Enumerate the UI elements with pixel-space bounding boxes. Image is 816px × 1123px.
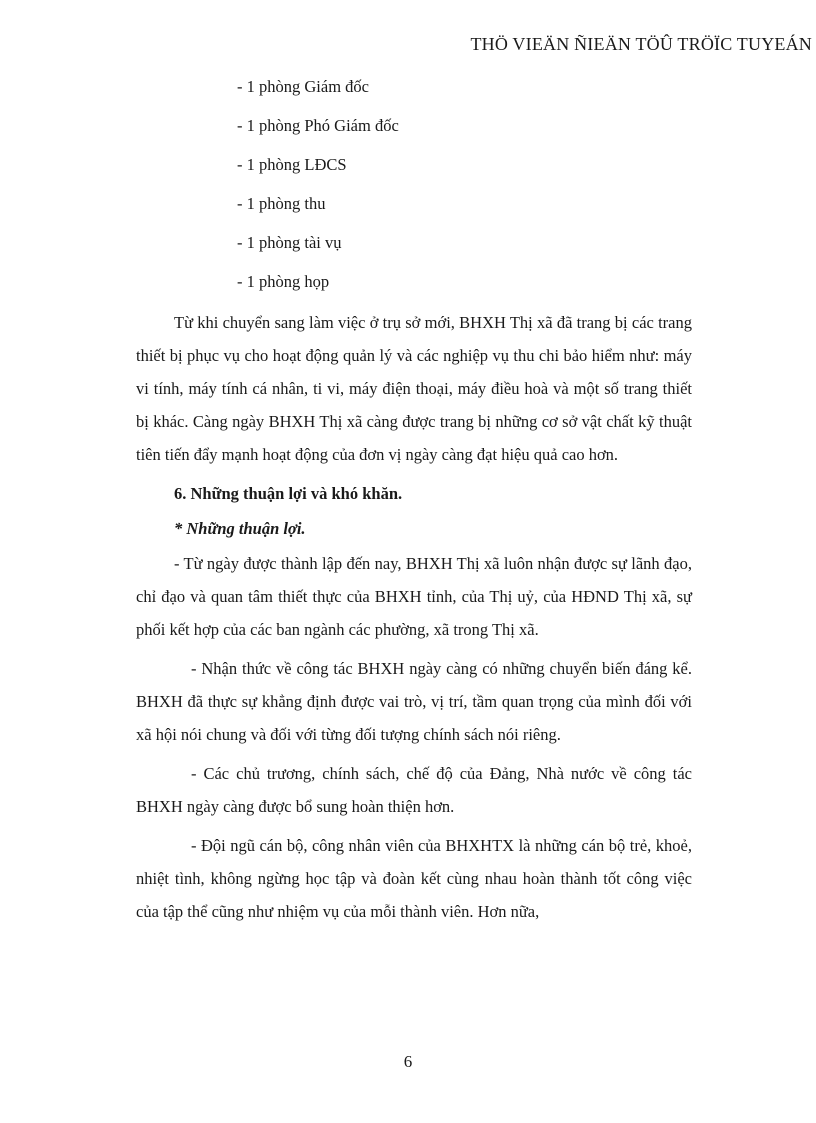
paragraph-advantage-4: - Đội ngũ cán bộ, công nhân viên của BHXHTX là những cán bộ trẻ, khoẻ, nhiệt tình, không ngừng học tập và đoàn kết cùng nhau hoàn thành tốt công việc của tập thể cũng như nhiệm vụ của mỗi thành viên. Hơn nữa,: [136, 836, 692, 921]
paragraph-equipment: Từ khi chuyển sang làm việc ở trụ sở mới, BHXH Thị xã đã trang bị các trang thiết bị phục vụ cho hoạt động quản lý và các nghiệp vụ thu chi bảo hiểm như: máy vi tính, máy tính cá nhân, ti vi, máy điện thoại, máy điều hoà và một số trang thiết bị khác. Càng ngày BHXH Thị xã càng được trang bị những cơ sở vật chất kỹ thuật tiên tiến đẩy mạnh hoạt động của đơn vị ngày càng đạt hiệu quả cao hơn.: [136, 313, 692, 464]
list-item: - 1 phòng tài vụ: [237, 233, 342, 252]
paragraph-advantage-2: - Nhận thức về công tác BHXH ngày càng có những chuyển biến đáng kể. BHXH đã thực sự khẳng định được vai trò, vị trí, tầm quan trọng của mình đối với xã hội nói chung và đối với từng đối tượng chính sách nói riêng.: [136, 659, 692, 744]
list-item: - 1 phòng họp: [237, 272, 330, 291]
paragraph-advantage-1: - Từ ngày được thành lập đến nay, BHXH Thị xã luôn nhận được sự lãnh đạo, chỉ đạo và quan tâm thiết thực của BHXH tỉnh, của Thị uỷ, của HĐND Thị xã, sự phối kết hợp của các ban ngành các phường, xã trong Thị xã.: [136, 554, 692, 639]
list-item: - 1 phòng LĐCS: [237, 155, 347, 174]
paragraph-advantage-3: - Các chủ trương, chính sách, chế độ của Đảng, Nhà nước về công tác BHXH ngày càng được bổ sung hoàn thiện hơn.: [136, 764, 692, 816]
list-item: - 1 phòng thu: [237, 194, 326, 213]
page-number: 6: [403, 1052, 413, 1071]
room-list: [237, 77, 399, 311]
list-item: - 1 phòng Phó Giám đốc: [237, 116, 399, 135]
sub-heading: * Những thuận lợi.: [174, 519, 306, 538]
document-body: [136, 306, 692, 928]
section-heading: 6. Những thuận lợi và khó khăn.: [174, 484, 403, 503]
list-item: - 1 phòng Giám đốc: [237, 77, 369, 96]
page-header: THÖ VIEÄN ÑIEÄN TÖÛ TRÖÏC TUYEÁN: [470, 34, 812, 54]
